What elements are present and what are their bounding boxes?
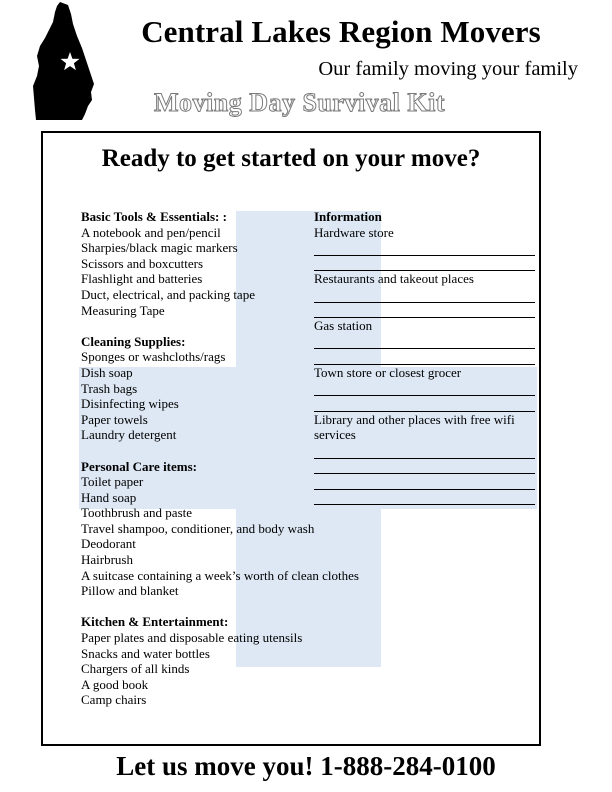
fill-in-line[interactable] [314,474,535,490]
list-item: Hairbrush [81,552,133,568]
list-item: Measuring Tape [81,302,165,318]
list-item: Sponges or washcloths/rags [81,349,226,365]
info-label-grocer: Town store or closest grocer [314,364,462,380]
list-item: Trash bags [81,380,138,396]
new-hampshire-state-star-icon [30,2,94,120]
fill-in-line[interactable] [314,240,535,256]
list-item: A good book [81,676,149,692]
list-item: Deodorant [81,536,136,552]
list-item: Laundry detergent [81,427,177,443]
kit-title: Moving Day Survival Kit [154,88,446,117]
phone-cta: Let us move you! 1-888-284-0100 [116,751,496,781]
fill-in-line[interactable] [314,287,535,303]
fill-in-line[interactable] [314,334,535,350]
tagline: Our family moving your family [318,58,578,80]
list-item: Duct, electrical, and packing tape [81,286,255,302]
info-label-restaurants: Restaurants and takeout places [314,271,474,287]
company-name: Central Lakes Region Movers [141,14,541,49]
information-title: Information [314,209,382,224]
section-title: Cleaning Supplies: [81,333,186,349]
list-item: Flashlight and batteries [81,271,203,287]
checklist-heading: Ready to get started on your move? [101,145,481,172]
list-item: A suitcase containing a week’s worth of clean clothes [81,567,359,583]
list-item: Snacks and water bottles [81,645,210,661]
list-item: Paper plates and disposable eating utensils [81,630,303,646]
list-item: Pillow and blanket [81,583,179,599]
info-label-library: Library and other places with free wifi [314,411,515,427]
info-label-hardware: Hardware store [314,224,394,240]
fill-in-line[interactable] [314,381,535,397]
list-item: Hand soap [81,489,137,505]
list-item: Dish soap [81,364,133,380]
fill-in-line[interactable] [314,396,535,412]
list-item: Disinfecting wipes [81,396,179,412]
fill-in-line[interactable] [314,303,535,319]
list-item: Paper towels [81,411,148,427]
section-title: Personal Care items: [81,458,198,474]
list-item: Toothbrush and paste [81,505,193,521]
section-title: Kitchen & Entertainment: [81,614,229,630]
info-label-gas-station: Gas station [314,318,373,334]
fill-in-line[interactable] [314,256,535,272]
checklist-box [41,131,541,746]
list-item: Travel shampoo, conditioner, and body wash [81,520,315,536]
list-item: A notebook and pen/pencil [81,224,221,240]
list-item: Sharpies/black magic markers [81,240,238,256]
fill-in-line[interactable] [314,443,535,459]
list-item: Chargers of all kinds [81,661,190,677]
fill-in-line[interactable] [314,490,535,506]
fill-in-line[interactable] [314,459,535,475]
information-list [314,209,535,505]
section-kitchen-entertainment [81,614,359,708]
list-item: Scissors and boxcutters [81,255,204,271]
fill-in-line[interactable] [314,349,535,365]
section-title: Basic Tools & Essentials: : [81,209,227,224]
list-item: Camp chairs [81,692,147,708]
info-label-library-cont: services [314,427,356,443]
list-item: Toilet paper [81,474,144,490]
